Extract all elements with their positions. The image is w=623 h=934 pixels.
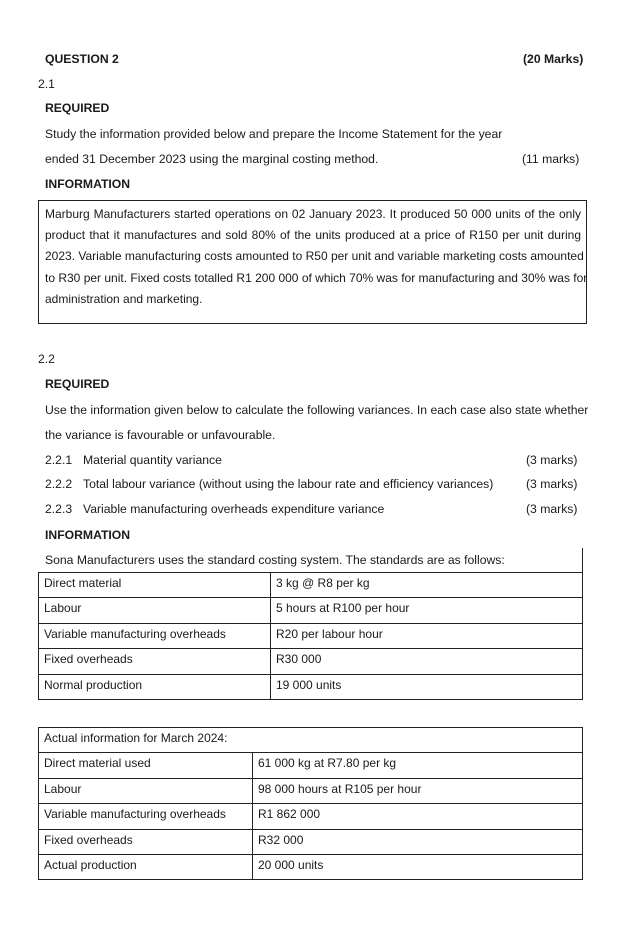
table-row	[39, 804, 583, 829]
standards-label: Variable manufacturing overheads	[39, 623, 271, 648]
item-marks: (3 marks)	[526, 453, 578, 467]
standards-value: 19 000 units	[271, 674, 583, 699]
table-row	[39, 573, 583, 598]
actuals-value: 20 000 units	[253, 854, 583, 879]
table-row	[39, 854, 583, 879]
table-row	[39, 753, 583, 778]
info-line: product that it manufactures and sold 80% of the units produced at a price of R150 per unit during	[45, 228, 581, 243]
table-row	[39, 649, 583, 674]
actuals-label: Actual production	[39, 854, 253, 879]
table-row	[39, 728, 583, 753]
part-2-1-required-line2: ended 31 December 2023 using the marginal costing method.	[45, 152, 379, 166]
part-2-1-info-heading: INFORMATION	[45, 177, 131, 191]
info-line: 2023. Variable manufacturing costs amounted to R50 per unit and variable marketing costs amounted	[45, 249, 584, 264]
table-row	[39, 829, 583, 854]
actuals-value: R1 862 000	[253, 804, 583, 829]
actuals-label: Fixed overheads	[39, 829, 253, 854]
standards-label: Normal production	[39, 674, 271, 699]
part-2-2-number: 2.2	[38, 352, 55, 366]
actuals-value: 61 000 kg at R7.80 per kg	[253, 753, 583, 778]
part-2-2-info-intro: Sona Manufacturers uses the standard costing system. The standards are as follows:	[45, 553, 505, 567]
question-marks: (20 Marks)	[523, 52, 584, 66]
question-title: QUESTION 2	[45, 52, 119, 66]
item-marks: (3 marks)	[526, 477, 578, 491]
item-number: 2.2.3	[45, 502, 73, 516]
part-2-1-info-box	[38, 200, 587, 324]
info-line: Marburg Manufacturers started operations on 02 January 2023. It produced 50 000 units of the only	[45, 207, 581, 221]
standards-value: 3 kg @ R8 per kg	[271, 573, 583, 598]
part-2-1-required-line1: Study the information provided below and prepare the Income Statement for the year	[45, 127, 503, 141]
standards-value: R30 000	[271, 649, 583, 674]
part-2-2-required-heading: REQUIRED	[45, 377, 110, 391]
actuals-heading: Actual information for March 2024:	[39, 728, 583, 753]
standards-value: R20 per labour hour	[271, 623, 583, 648]
info-line: to R30 per unit. Fixed costs totalled R1 200 000 of which 70% was for manufacturing and 30% was for	[45, 270, 588, 285]
item-number: 2.2.2	[45, 477, 73, 491]
actuals-value: 98 000 hours at R105 per hour	[253, 778, 583, 803]
part-2-2-info-heading: INFORMATION	[45, 528, 131, 542]
standards-label: Labour	[39, 598, 271, 623]
table-row	[39, 598, 583, 623]
info-line: administration and marketing.	[45, 291, 203, 306]
table-row	[39, 778, 583, 803]
item-text: Total labour variance (without using the labour rate and efficiency variances)	[83, 477, 494, 491]
table-row	[39, 623, 583, 648]
item-text: Variable manufacturing overheads expenditure variance	[83, 502, 385, 516]
actuals-value: R32 000	[253, 829, 583, 854]
intro-right-border	[582, 548, 583, 572]
standards-label: Fixed overheads	[39, 649, 271, 674]
standards-table	[38, 572, 583, 700]
item-text: Material quantity variance	[83, 453, 222, 467]
standards-value: 5 hours at R100 per hour	[271, 598, 583, 623]
part-2-1-number: 2.1	[38, 77, 55, 91]
table-row	[39, 674, 583, 699]
item-number: 2.2.1	[45, 453, 73, 467]
actuals-table	[38, 727, 583, 880]
actuals-label: Direct material used	[39, 753, 253, 778]
actuals-label: Variable manufacturing overheads	[39, 804, 253, 829]
item-marks: (3 marks)	[526, 502, 578, 516]
actuals-label: Labour	[39, 778, 253, 803]
part-2-2-required-line2: the variance is favourable or unfavourable.	[45, 428, 276, 442]
standards-label: Direct material	[39, 573, 271, 598]
part-2-1-required-heading: REQUIRED	[45, 101, 110, 115]
part-2-2-required-line1: Use the information given below to calculate the following variances. In each case also state whether	[45, 403, 589, 417]
part-2-1-marks: (11 marks)	[522, 152, 580, 166]
